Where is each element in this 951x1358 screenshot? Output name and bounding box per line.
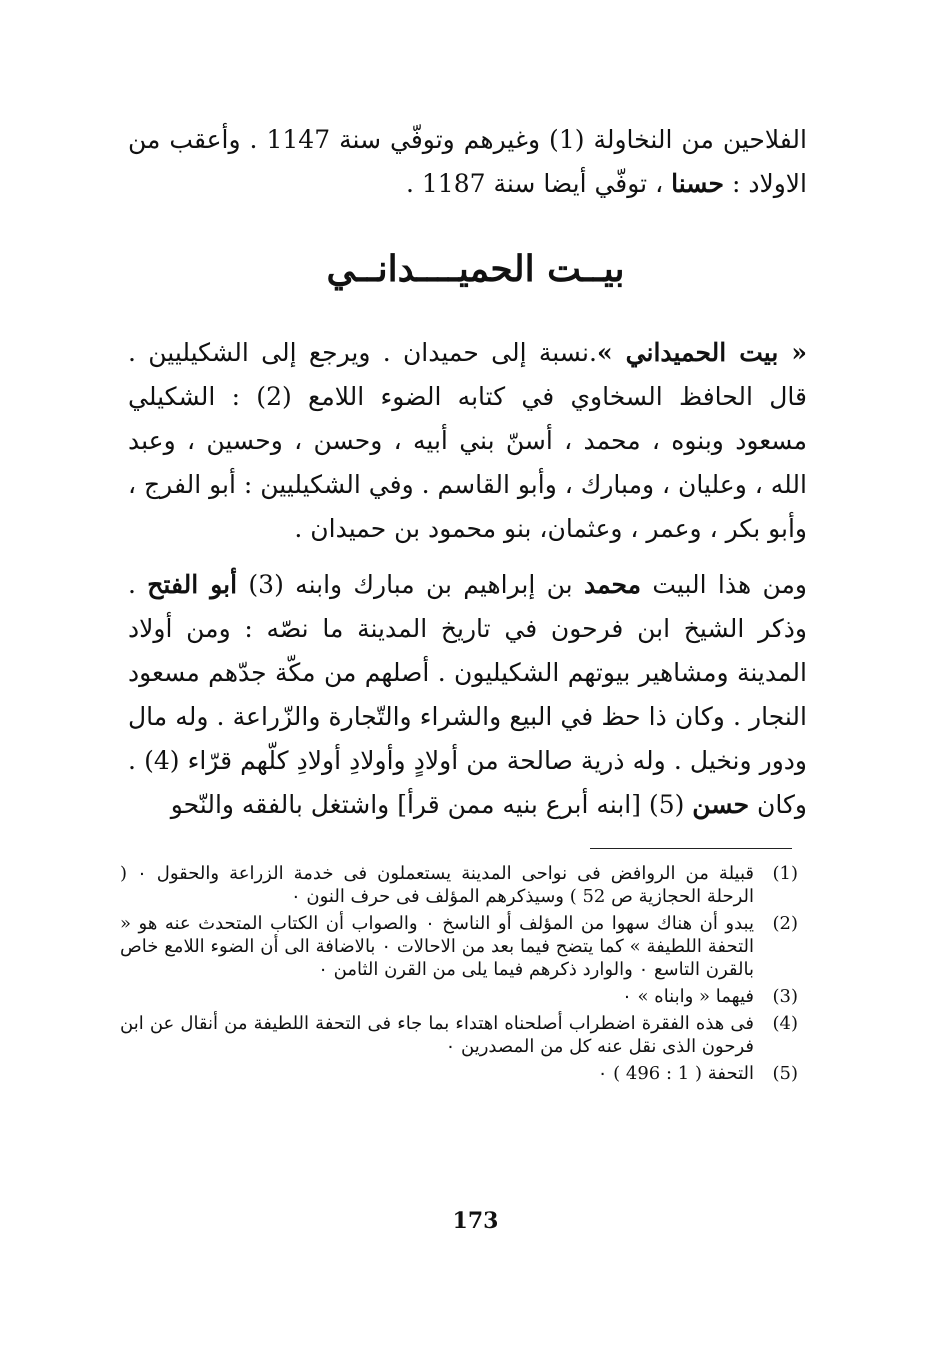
footnote <box>120 912 798 981</box>
footnote-text: فى هذه الفقرة اضطراب أصلحناه اهتداء بما جاء فى التحفة اللطيفة من أنقال عن ابن فرحون الذى نقل عنه كل من المصدرين ٠ <box>120 1013 754 1057</box>
footnote-number: (2) <box>772 913 798 934</box>
paragraph-2-bold-3: حسن <box>692 790 750 819</box>
top-paragraph-part-b: ، توفّي أيضا سنة 1187 . <box>406 169 672 198</box>
paragraph-2-part-d: (5) [ابنه أبرع بنيه ممن قرأ] واشتغل بالفقه والنّحو <box>170 790 693 819</box>
footnote-number: (5) <box>772 1063 798 1084</box>
paragraph-2-text <box>128 563 807 827</box>
paragraph-1-body: .نسبة إلى حميدان . ويرجع إلى الشكيليين . قال الحافظ السخاوي في كتابه الضوء اللامع (2) : الشكيلي مسعود وبنوه ، محمد ، أسنّ بني أبيه ، وحسن ، وحسين ، وعبد الله ، وعليان ، ومبارك ، وأبو القاسم . وفي الشكيليين : أبو الفرج ، وأبو بكر ، وعمر ، وعثمان، بنو محمود بن حميدان . <box>128 338 807 543</box>
footnote-text: قبيلة من الروافض فى نواحى المدينة يستعملون فى خدمة الزراعة والحقول ٠ ( الرحلة الحجازية ص 52 ) وسيذكرهم المؤلف فى حرف النون ٠ <box>120 863 754 907</box>
footnote <box>120 1062 798 1085</box>
footnote-text: التحفة ( 1 : 496 ) ٠ <box>597 1063 754 1084</box>
footnotes <box>120 862 798 1089</box>
paragraph-1-text <box>128 331 807 551</box>
footnote-separator <box>590 848 792 849</box>
paragraph-2-part-b: بن إبراهيم بن مبارك وابنه (3) <box>237 570 584 599</box>
footnote-number: (4) <box>772 1013 798 1034</box>
paragraph-2-bold-1: محمد <box>583 570 642 599</box>
footnote <box>120 862 798 908</box>
paragraph-2 <box>128 563 807 827</box>
top-paragraph-bold-name: حسنا <box>671 169 725 198</box>
paragraph-2-part-a: ومن هذا البيت <box>641 570 807 599</box>
footnote-text: يبدو أن هناك سهوا من المؤلف أو الناسخ ٠ والصواب أن الكتاب المتحدث عنه هو « التحفة اللطيفة » كما يتضح فيما بعد من الاحالات ٠ بالاضافة الى أن الضوء اللامع خاص بالقرن التاسع ٠ والوارد ذكرهم فيما يلى من القرن الثامن ٠ <box>120 913 755 980</box>
footnote <box>120 985 798 1008</box>
paragraph-1-bold-lead: « بيت الحميداني » <box>596 338 807 367</box>
paragraph-1 <box>128 331 807 551</box>
footnote <box>120 1012 798 1058</box>
page-number: 173 <box>452 1208 499 1234</box>
top-paragraph-text <box>128 118 807 206</box>
footnote-number: (3) <box>772 986 798 1007</box>
paragraph-2-part-c: . وذكر الشيخ ابن فرحون في تاريخ المدينة ما نصّه : ومن أولاد المدينة ومشاهير بيوتهم الشكيليون . أصلهم من مكّة جدّهم مسعود النجار . وكان ذا حظ في البيع والشراء والتّجارة والزّراعة . وله مال ودور ونخيل . وله ذرية صالحة من أولادٍ وأولادِ أولادِ كلّهم قرّاء (4) . وكان <box>128 570 807 819</box>
footnote-text: فيهما « وابناه » ٠ <box>622 986 754 1007</box>
top-paragraph-part-a: الفلاحين من النخاولة (1) وغيرهم وتوفّي سنة 1147 . وأعقب من الاولاد : <box>128 125 807 198</box>
top-paragraph <box>128 118 807 206</box>
section-heading: بيــت الحميــــدانــي <box>326 248 625 290</box>
footnote-number: (1) <box>772 863 798 884</box>
paragraph-2-bold-2: أبو الفتح <box>147 570 238 599</box>
